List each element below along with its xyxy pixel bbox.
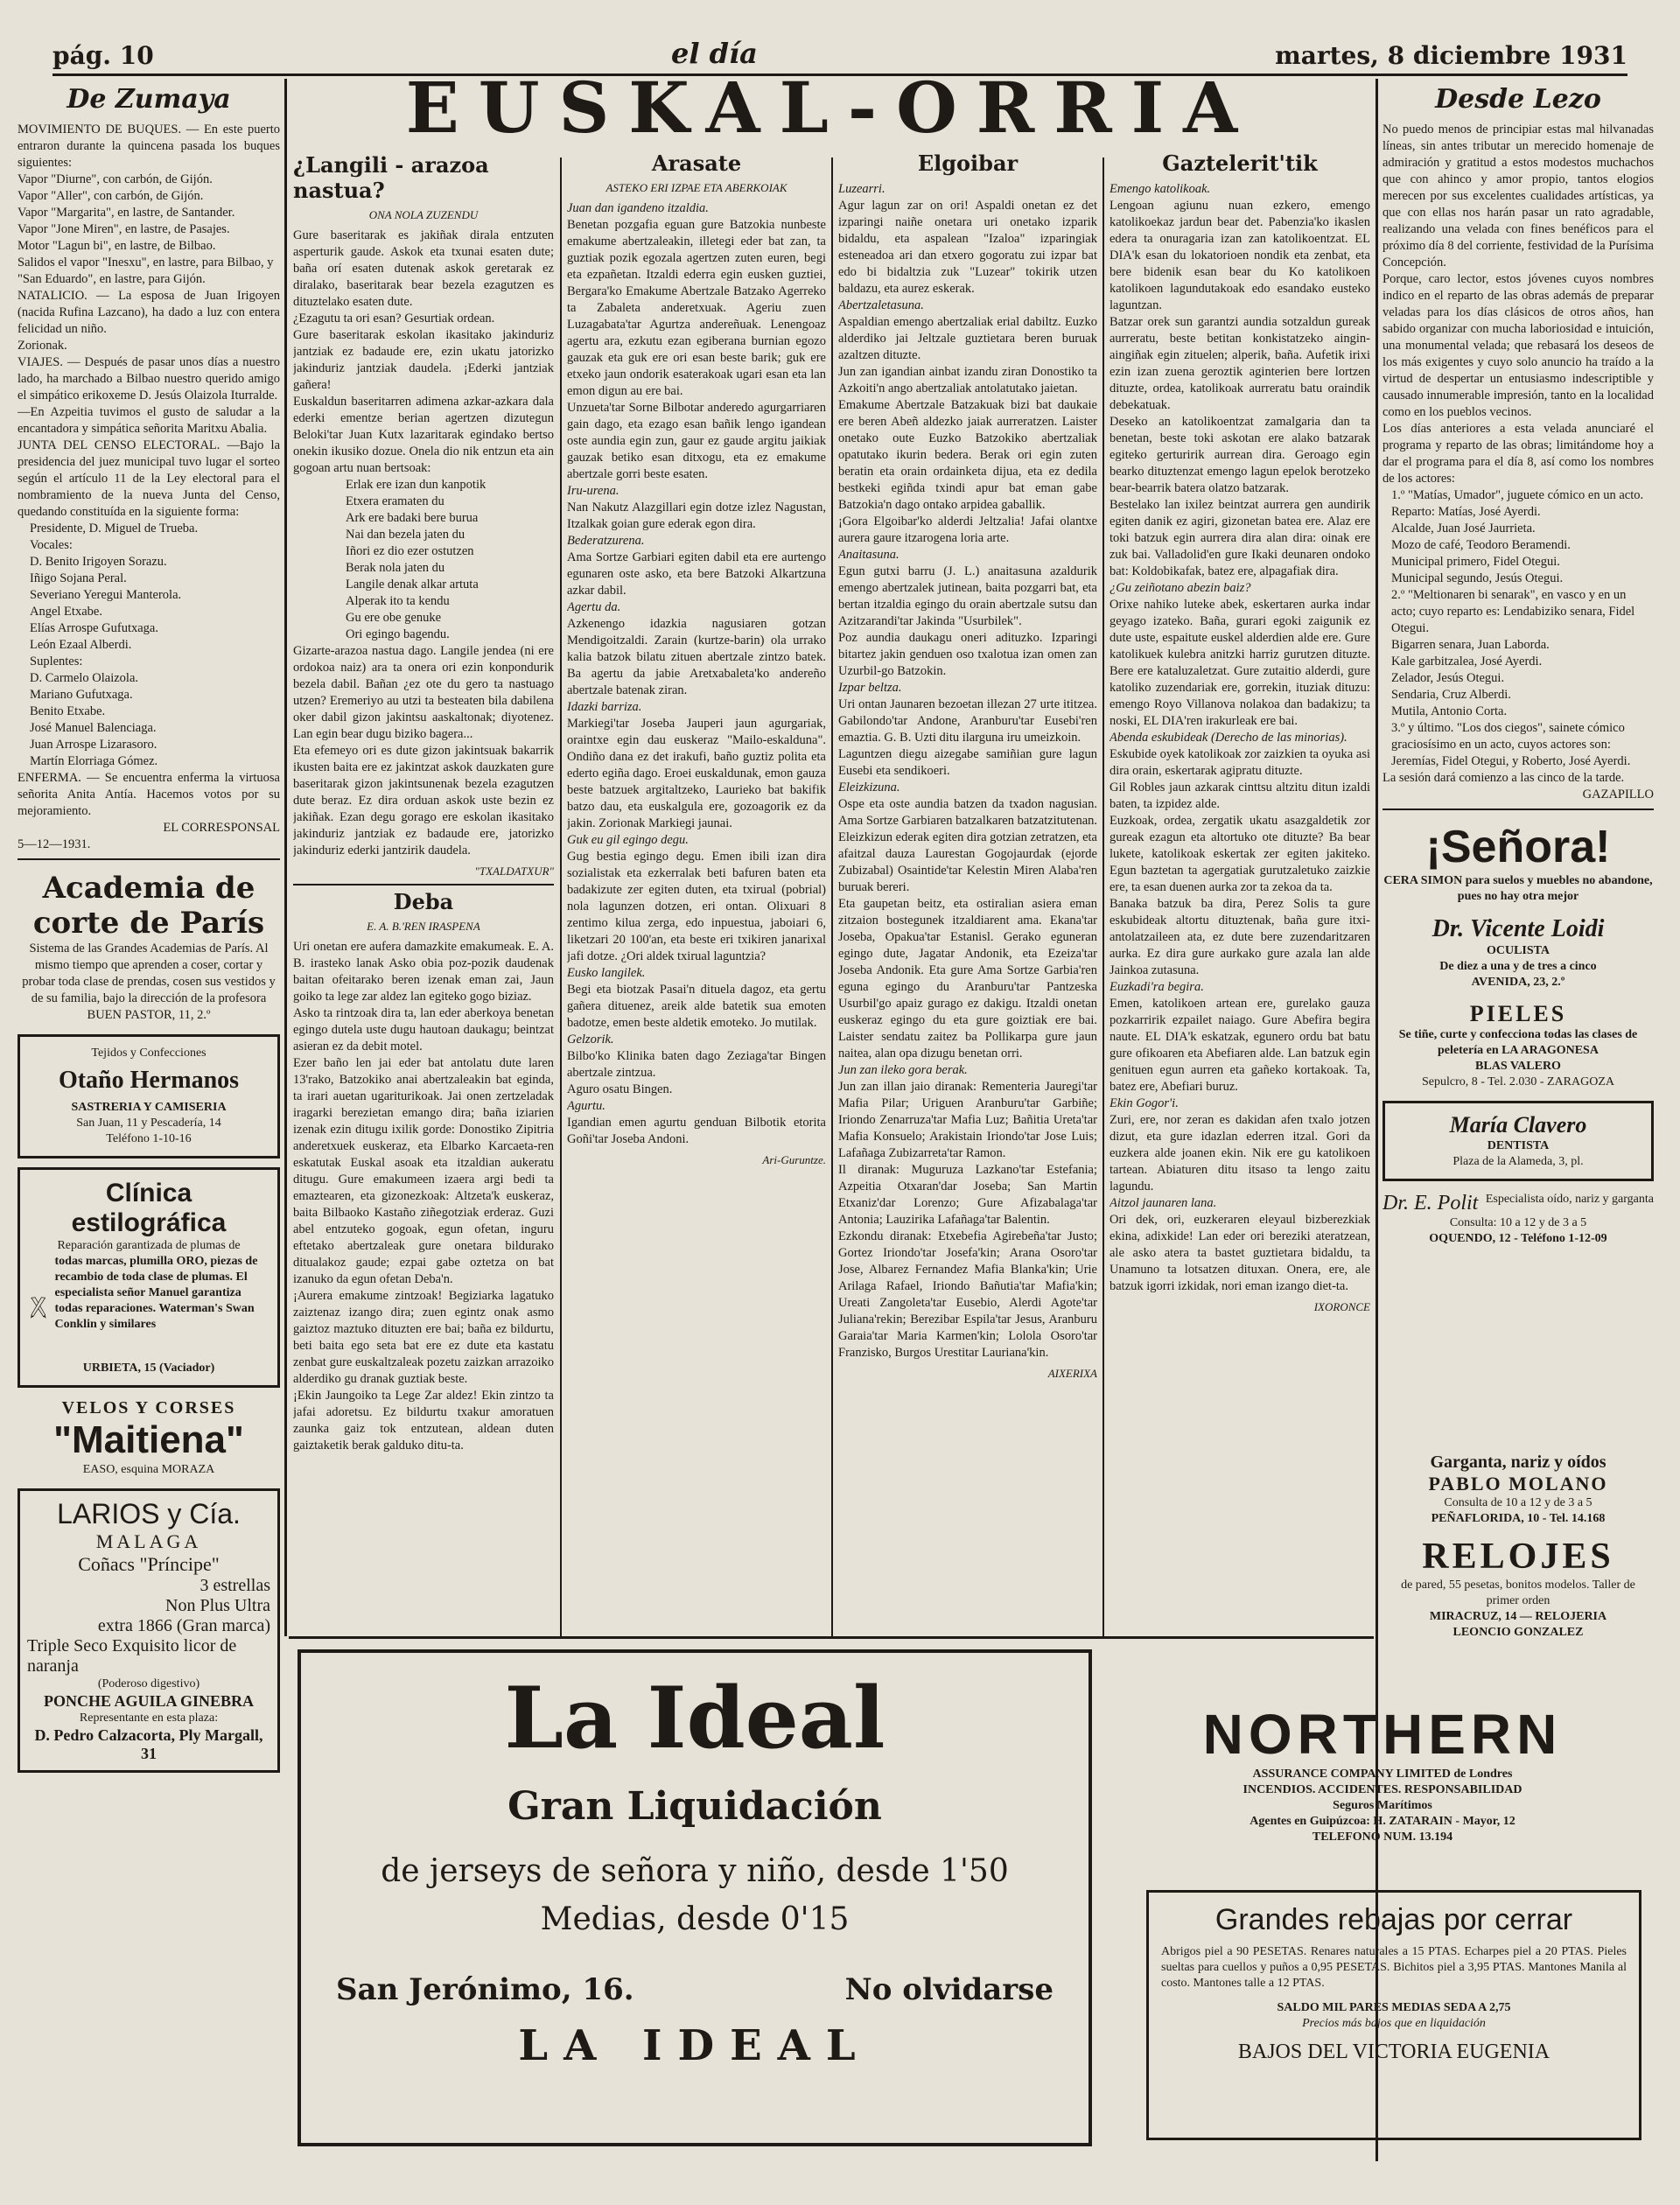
verse-line: Gu ere obe genuke [346,611,442,625]
article-paragraph: Deseko an katolikoentzat zamalgaria dan ta benetan, beste toki askotan ere alako batzarak egiteko gerturirik aurrean dira. Geroago egin bearko dituztenzat emengo lagun epelok berotzeko bear-bearrik batera olatzo batzarak. [1110,415,1370,495]
clinica-text: todas marcas, plumilla ORO, piezas de recambio de toda clase de plumas. El especialista señor Manuel garantiza todas reparaciones. Waterman's Swan Conklin y similares [54,1255,258,1331]
article-subhead: Emengo katolikoak. [1110,182,1211,196]
northern-name: NORTHERN [1202,1703,1563,1766]
program-item: Sendaria, Cruz Alberdi. [1391,688,1511,702]
article-subhead: Juan dan igandeno itzaldia. [567,201,709,215]
molano-ad [1387,1452,1649,1527]
article-signature: Ari-Guruntze. [762,1153,826,1166]
program-item: Municipal segundo, Jesús Otegui. [1391,571,1564,585]
northern-line: TELEFONO NUM. 13.194 [1312,1830,1453,1844]
molano-hours: Consulta de 10 a 12 y de 3 a 5 [1444,1496,1592,1509]
board-member: Suplentes: [30,654,83,668]
northern-line: INCENDIOS. ACCIDENTES. RESPONSABILIDAD [1242,1783,1522,1796]
article-paragraph: Uri ontan Jaunaren bezoetan illezan 27 urte ititzea. Gabilondo'tar Andone, Aranburu'tar Eusebi'ren emaztia. G. B. Uzti ditu ilarguna iru umeizkoin. [838,697,1097,745]
program-item: Mozo de café, Teodoro Beramendi. [1391,538,1571,552]
lezo-paragraph: No puedo menos de principiar estas mal hilvanadas líneas, sin antes tributar un merecido homenaje de admiración y gratitud a estos modestos muchachos que con ahinco y amor propio, tantos elogios merecen por sus excelentes cualidades artísticas, ya que con ellas nos harán pasar un rato agradable, realizando una velada con fines benéficos para el próximo día 8 del corriente, festividad de la Purísima Concepción. [1382,122,1654,270]
article-paragraph: Gil Robles jaun azkarak cinttsu altzitu ditun izaldi baten, ta izpidez alde. [1110,780,1370,811]
relojes-ad [1387,1536,1649,1641]
ship-item: Salidos el vapor "Inesxu", en lastre, para Bilbao, y "San Eduardo", en lastre, para Gijón. [18,256,274,286]
article-subhead: Agertu da. [567,600,621,614]
deba-paragraph: Uri onetan ere aufera damazkite emakumeak. E. A. B. irasteko lanak Asko obia poz-pozik daudenak baitan ofeitarako beren izenak eman zai, Jaun goiko ta lege zar aldez lan egiteko gogo biziaz. [293,940,554,1004]
la-ideal-footer: LA IDEAL [518,2021,872,2070]
academia-title: Academia de corte de París [32,871,265,941]
article-paragraph: Gizarte-arazoa nastua dago. Langile jendea (ni ere ordokoa naiz) ara ta onera ori ezin konpondurik bezela dabil. Bañan ¿ez ote du gero ta nastuago utzen? Eremeriyo au utzi ta besteaten bila dabilena oker dabil gizon jakintsu aaskaltonak; diyotenez. Lan egin bear dugu biziko bagera... [293,644,554,741]
polit-name: Dr. E. Polit [1382,1192,1479,1214]
article-langili [293,149,554,1610]
article-subhead: Eusko langilek. [567,966,646,980]
issue-date: martes, 8 diciembre 1931 [1275,41,1628,70]
column-rule [284,79,287,1636]
zumaya-title: De Zumaya [66,84,231,115]
article-paragraph: Azkenengo idazkia nagusiaren gotzan Mendigoitzaldi. Zarain (kurtze-barin) ola urrako kalia batzok bilatu zituen abertzale zintzo batek. Ba agertu da jabie Aretxabaleta'ko andereño abertzale batenak ziran. [567,617,826,697]
la-ideal-headline: Gran Liquidación [508,1784,882,1829]
euskal-orria-masthead: EUSKAL-ORRIA [405,66,1257,149]
molano-name: PABLO MOLANO [1428,1473,1608,1494]
fountain-pens-icon [29,1259,48,1355]
clavero-address: Plaza de la Alameda, 3, pl. [1452,1155,1584,1168]
program-item: Bigarren senara, Juan Laborda. [1391,638,1550,652]
article-subhead: Jun zan ileko gora berak. [838,1063,968,1077]
article-paragraph: Bilbo'ko Klinika baten dago Zeziaga'tar Bingen abertzale zintzua. [567,1049,826,1080]
rebajas-title: Grandes rebajas por cerrar [1214,1903,1573,1936]
maitiena-ad [18,1398,280,1478]
pieles-ad [1382,1001,1654,1090]
clinica-ad [18,1167,280,1388]
la-ideal-ad [298,1649,1092,2146]
zumaya-paragraph: Zorionak. [18,339,67,353]
program-item: 3.º y último. "Los dos ciegos", sainete cómico graciosísimo en un acto, cuyos actores son: Jeremías, Fidel Otegui, y Roberto, José Ayerdi. [1391,721,1631,768]
article-paragraph: Eta gaupetan beitz, eta ostiralian asiera eman zitzaion bostegunek itzaldiarent ama. Ekana'tar Joseba, Opakua'tar Estanisl. Gerako eguneran egingo dute, Jagatar Andonik, eta Ezeiza'tar Joseba Andonik. Eta gure Ama Sortze Garbia'ren eguna egingo du Aranburu'tar Pantzeska Usurbil'go apaiz gurago ez dakigu. Itzaldi onetan euskeraz egingo du eta gure goiztiak ere bai. Laister sendatu zaitez ba Pollikarpa gure jaun naitea, alan opa dizugu benetan orri. [838,897,1097,1060]
article-paragraph: Begi eta biotzak Pasai'n dituela dagoz, eta gertu gañera dituenez, areik alde batetik sua emoten badotze, emen beste aldetik emoteko. Jo mutilak. [567,983,826,1030]
zumaya-paragraph: —En Azpeitia tuvimos el gusto de saludar a la encantadora y simpática señorita Maritxu Abalia. [18,405,280,436]
loidi-specialty: OCULISTA [1486,944,1550,957]
article-paragraph: Benetan pozgafia eguan gure Batzokia nunbeste emakume abertzaleakin, illetegi eder bat zan, ta guztiak pozik egozala agertzen zuten euren, begi eta ezpañetan. Itzaldi ederra egin eusken guztiei, Bergara'ko Emakume Abertzale Batzako Agerreko ta Zabaleta anderetxuak. Ageriu zuen Luzagabata'tar Agurtza andereñuak. Lenengoaz agertu ara, ezkutu ezan egiberana burnian egozo gauzak eta guk ere ori esan beste barik; guk ere etxeko jaun ondorik esaterakoak ugari esan eta lan emon digun au ere bai. [567,218,826,398]
article-subhead: ¿Gu zeiñotano abezin baiz? [1110,581,1251,595]
program-item: 1.º "Matías, Umador", juguete cómico en un acto. Reparto: Matías, José Ayerdi. [1391,488,1644,519]
larios-name: LARIOS y Cía. [57,1498,241,1530]
rebajas-line: Precios más bajos que en liquidación [1302,2017,1486,2030]
pieles-address: Sepulcro, 8 - Tel. 2.030 - ZARAGOZA [1421,1075,1614,1088]
article-elgoibar [838,147,1097,1626]
dateline: 5—12—1931. [18,837,91,851]
verse-line: Nai dan bezela jaten du [346,528,466,542]
clinica-subtitle: Reparación garantizada de plumas de [57,1239,241,1252]
relojes-text: de pared, 55 pesetas, bonitos modelos. Taller de primer orden [1401,1578,1635,1607]
article-paragraph: Euskaldun baseritarren adimena azkar-azkara dala ederki ementze berian agertzen dizutegun Beloki'tar Juan Kutx lazaritarak egindako bertso onekin ikusiko dozue. Onela dio nik entzun eta ain gogoan artu nuan bertsoak: [293,395,554,475]
article-subhead: Abertzaletasuna. [838,298,924,312]
otano-category: Tejidos y Confecciones [91,1046,206,1060]
article-paragraph: ¡Gora Elgoibar'ko alderdi Jeltzalia! Jafai olantxe aurera gaure itzarogena loria arte. [838,514,1097,545]
molano-category: Garganta, nariz y oídos [1430,1452,1606,1472]
article-subhead: Guk eu gil egingo degu. [567,833,689,847]
article-paragraph: Eta efemeyo ori es dute gizon jakintsuak bakarrik ikusten baita ere ez jakintzat askok dauzkaten gure baseritarak gizon jakintsunenak bezela ezagutzen dute beraz. Ez dira orduan askok uste bezin ez jakiñak. Ezan degu gorago ere eskolan ikasitako jakinduriz jantziak ez badaude ere, jatorizko jakinduriz ederki jantzirik daudela. [293,744,554,858]
relojes-address: MIRACRUZ, 14 — RELOJERIA [1429,1610,1607,1623]
loidi-name: Dr. Vicente Loidi [1432,915,1605,942]
section-rule [289,1636,1374,1639]
lezo-title: Desde Lezo [1435,84,1601,115]
lezo-signature: GAZAPILLO [1582,788,1654,802]
ship-item: Vapor "Margarita", en lastre, de Santander. [18,206,235,220]
article-gaztelerit [1110,147,1370,1626]
northern-ad [1120,1702,1645,1845]
article-paragraph: Emen, katolikoen artean ere, gurelako gauza pozkarririk ezpailet naiago. Gure Abefira begira naute. EL DIA'k eskatzak, egunero ordu bat batu gure ofikoaren eta Abefiaren alde. Lan batzuk egin genituen egun aurren eta gañeko kortakoak. Ta, batez ere, Abefiari buruz. [1110,997,1370,1094]
northern-line: Seguros Marítimos [1333,1799,1432,1812]
polit-address: OQUENDO, 12 - Teléfono 1-12-09 [1429,1232,1607,1245]
ship-item: Vapor "Jone Miren", en lastre, de Pasajes. [18,222,230,236]
program-item: Kale garbitzalea, José Ayerdi. [1391,654,1543,668]
article-paragraph: Ori dek, ori, euzkeraren eleyaul bizberezkiak ekina, adixkide! Lan eder ori bereziki ateratzean, ale asko atera ta bastet guztietara bidaldu, ta Unamuno ta lotsatzen dituxan. Onera, ere, ale batzuk igorri izkidak, nori eman izango diet-ta. [1110,1213,1370,1293]
article-subhead: Eleizkizuna. [838,780,900,794]
article-subhead: Aitzol jaunaren lana. [1110,1196,1217,1210]
article-paragraph: Aguro osatu Bingen. [567,1082,673,1096]
article-paragraph: ¿Ezagutu ta ori esan? Gesurtiak ordean. [293,312,495,326]
article-title: Gaztelerit'tik [1162,150,1318,176]
verse-line: Ark ere badaki bere burua [346,511,479,525]
program-item: Zelador, Jesús Otegui. [1391,671,1505,685]
article-paragraph: Orixe nahiko luteke abek, eskertaren aurka indar geyago izateko. Baña, gurari egoki zaigunik ez dute uste, espaitute euskel alderdien alde ere. Gure katolikuek kulebra anitzki harriz gurutzen dituzte. Bere ere kataluzaletzat. Gure zutaitio alderdi, gure katoliko zuzendariak ere, gorrekin, ituziak dituzu: emengo Royo Villanova nolakoa dan badakizu; ta noski, EL DIA'ren irakurleak ere bai. [1110,598,1370,728]
article-signature: IXORONCE [1313,1300,1370,1313]
article-paragraph: Agur lagun zar on ori! Aspaldi onetan ez det izparingi naiñe onetara uri onetako izparik bidaldu, eta aspalean "Izaloa" izparingiak esteneadoa ari dan etxero gogoratu zui izpar bat edo bi bidaltzia zuk "Luzear" tokirik utzen baldazu, eta aurez eskerak. [838,199,1097,296]
relojes-title: RELOJES [1422,1536,1614,1577]
board-member: Iñigo Sojana Peral. [30,571,127,585]
board-member: José Manuel Balenciaga. [30,721,157,735]
verse-line: Iñori ez dio ezer ostutzen [346,544,474,558]
board-member: Mariano Gufutxaga. [30,688,133,702]
article-paragraph: Gug bestia egingo degu. Emen ibili izan dira sozialistak eta ezkerralak beti bafuren baten eta badakizute zer egiten duten, eta txirual (pobrial) nola lagunzen dotzen, eri ontan. Olixuari 8 zentimo kilua zerga, edo inpuestua, jaboiari 6, liketzari 20 100'an, eta beste eri txikiren janarixal jafi dotze. ¿Ori aldek txirual laguntzia? [567,850,826,963]
clavero-name: María Clavero [1449,1112,1587,1138]
larios-line: PONCHE AGUILA GINEBRA [43,1692,255,1710]
article-paragraph: Laguntzen diegu aizegabe samiñian gure lagun Eusebi eta sendikoeri. [838,747,1097,778]
verse-line: Alperak ito ta kendu [346,594,450,608]
program-item: Mutila, Antonio Corta. [1391,704,1508,718]
rebajas-ad [1146,1890,1642,2140]
verse-line: Berak nola jaten du [346,561,445,575]
article-paragraph: Egun gutxi barru (J. L.) anaitasuna azaldurik emengo abertzalek jutinean, baita pozgarri bat, eta bertan itzaldia egingo du orain abertzale sutsu dan Azitzarandi'tar Jakinda "Usurbilek". [838,564,1097,628]
article-arasate [567,147,826,1626]
article-paragraph: Il diranak: Muguruza Lazkano'tar Estefania; Azpeitia Otxaran'dar Joseba; San Martin Etxaniz'dar Lorenzo; Gure Afizabalaga'tar Antonia; Lauzirika Lafañaga'tar Balentin. [838,1163,1097,1227]
zumaya-paragraph: VIAJES. — Después de pasar unos días a nuestro lado, ha marchado a Bilbao nuestro querido amigo el simpático erikoxeme D. Jesús Olaizola Iturralde. [18,355,280,402]
board-member: Martín Elorriaga Gómez. [30,754,158,768]
article-paragraph: Aspaldian emengo abertzaliak erial dabiltz. Euzko alderdiko jai Jeltzale guztietara beren buruak azaltzen dituzte. [838,315,1097,362]
article-subhead: Agurtu. [567,1099,606,1113]
polit-hours: Consulta: 10 a 12 y de 3 a 5 [1449,1216,1587,1229]
article-paragraph: Jun zan igandian ainbat izandu ziran Donostiko ta Azkoiti'n ango abertzaliak antolatutako jaietan. [838,365,1097,396]
article-kicker: ONA NOLA ZUZENDU [368,208,479,221]
clavero-specialty: DENTISTA [1487,1139,1550,1152]
otano-phone: Teléfono 1-10-16 [106,1132,192,1145]
page-number: pág. 10 [52,41,154,70]
article-subhead: Gelzorik. [567,1032,614,1046]
article-paragraph: Poz aundia daukagu oneri adituzko. Izparingi bitartez jakin genduen oso txalotua izan omen zan Uzurbil-go Batzokin. [838,631,1097,678]
deba-paragraph: ¡Aurera emakume zintzoak! Begiziarka lagatuko zaiztenaz izango dira; zuen egintz onak asmo gaiztoz maztuko dituzten ere bai; baña ez bildurtu, beti baita ego seta bat ere ez dute eta kastatu zenbat gure euskaltzaleak pozetu zaizkan arrazoiko alderdiko gu dranak guztiak beste. [293,1289,554,1386]
article-paragraph: Banaka batzuk ba dira, Perez Solis ta gure eskubideak altortu dituztenak, baña gure itxi-antolatzaileen ata, ez dute bere zuzendaritzaren aurka. Ez dira gure aurkako gure azala lan alde Jainkoa zutasuna. [1110,897,1370,977]
academia-text: Sistema de las Grandes Academias de París. Al mismo tiempo que aprenden a coser, cortar y probar toda clase de prendas, cosen sus vestidos y de su familia, bajo la dirección de la profesora [22,942,276,1005]
pieles-title: PIELES [1469,1001,1567,1026]
maitiena-name: "Maitiena" [53,1418,244,1461]
board-member: Vocales: [30,538,73,552]
article-kicker: ASTEKO ERI IZPAE ETA ABERKOIAK [606,181,788,194]
maitiena-category: VELOS Y CORSES [61,1398,236,1418]
larios-line: D. Pedro Calzacorta, Ply Margall, 31 [34,1726,263,1762]
article-subhead: Euzkadi'ra begira. [1110,980,1204,994]
la-ideal-jerseys: de jerseys de señora y niño, desde 1'50 [381,1853,1009,1889]
verse-line: Erlak ere izan dun kanpotik [346,478,486,492]
polit-specialty: Especialista oído, nariz y garganta [1485,1193,1654,1206]
larios-line: Coñacs "Príncipe" [78,1553,220,1575]
article-paragraph: Igandian emen agurtu genduan Bilbotik etorita Goñi'tar Joseba Andoni. [567,1116,826,1146]
deba-paragraph: ¡Ekin Jaungoiko ta Lege Zar aldez! Ekin zintzo ta jafai adoretsu. Ez bildurtu txakur amoratuen zaunka gaiz tok entzutean, aldean duten gaiztaketik berak galduko ditu-ta. [293,1389,554,1452]
article-paragraph: Gure baseritarak eskolan ikasitako jakinduriz jantziak ez badaude ere, ezin ukatu jatorizko jakinduriz jantziak daudela. ¡Ederki jantziak gañera! [293,328,554,392]
larios-ad [18,1488,280,1773]
rebajas-address: BAJOS DEL VICTORIA EUGENIA [1237,2040,1550,2063]
la-ideal-slogan: No olvidarse [844,1972,1054,2007]
verse [293,477,554,643]
otano-services: SASTRERIA Y CAMISERIA [71,1101,227,1114]
article-subhead: Iru-urena. [567,484,620,498]
article-title: ¿Langili - arazoa nastua? [293,152,489,203]
article-title: Elgoibar [917,150,1018,176]
larios-line: 3 estrellas [200,1576,270,1595]
article-signature: "TXALDATXUR" [474,864,554,878]
article-paragraph: Emakume Abertzale Batzakuak bizi bat daukaie ere beren Abeñ aldezko jaiak aurreratzen. Laister onetako oute Euzko Batzokiko abertzaliak opatutako ikurin bedera. Berak ori egin zuten beratin eta orain ordainketa dijua, eta ez dedila bestkeki egiñda txindi apur bat eman gabe Batzokia'n dago ontako arpidea gaballik. [838,398,1097,512]
loidi-address: AVENIDA, 23, 2.º [1471,976,1565,989]
molano-address: PEÑAFLORIDA, 10 - Tel. 14.168 [1431,1512,1606,1525]
zumaya-paragraph: NATALICIO. — La esposa de Juan Irigoyen (nacida Rufina Lazcano), ha dado a luz con entera felicidad un niño. [18,289,280,336]
deba-kicker: E. A. B.'REN IRASPENA [367,920,480,933]
lezo-paragraph: La sesión dará comienzo a las cinco de la tarde. [1382,771,1625,785]
verse-line: Ori egingo bagendu. [346,627,450,641]
clinica-title: Clínica estilográfica [71,1179,227,1237]
article-subhead: Izpar beltza. [838,681,902,695]
board-member: Elías Arrospe Gufutxaga. [30,621,158,635]
rebajas-text: Abrigos piel a 90 PESETAS. Renares naturales a 15 PTAS. Echarpes piel a 20 PTAS. Pieles sueltas para cuellos y puños a 0,95 PESETAS. Bichitos piel a 3,95 PTAS. Mantones Manila al costo. Mantones talle a 12 PTAS. [1161,1945,1627,1990]
zumaya-paragraph: JUNTA DEL CENSO ELECTORAL. —Bajo la presidencia del juez municipal tuvo lugar el sorteo según el artículo 11 de la Ley electoral para el nombramiento de la nueva Junta del Censo, quedando constituída en la siguiente forma: [18,438,280,519]
ship-item: Vapor "Aller", con carbón, de Gijón. [18,189,204,203]
la-ideal-medias: Medias, desde 0'15 [540,1901,850,1937]
ship-item: Motor "Lagun bi", en lastre, de Bilbao. [18,239,216,253]
academia-address: BUEN PASTOR, 11, 2.º [87,1008,211,1022]
correspondent-signature: EL CORRESPONSAL [163,821,280,835]
loidi-ad [1382,915,1654,990]
pieles-name: BLAS VALERO [1475,1060,1561,1073]
otano-address: San Juan, 11 y Pescadería, 14 [76,1116,221,1130]
board-member: León Ezaal Alberdi. [30,638,132,652]
larios-line: Non Plus Ultra [165,1596,270,1615]
relojes-name: LEONCIO GONZALEZ [1452,1626,1584,1639]
la-ideal-name: La Ideal [504,1669,886,1768]
larios-line: extra 1866 (Gran marca) [97,1616,270,1635]
article-paragraph: Zuri, ere, nor zeran es dakidan afen txalo jotzen dizut, eta gure idazlan ederren itzal. Gori da euzkera alde joanen ekin. Nik ere gu katolikoen tartean. Abiaturen ditu itsaso ta lengo zaitu lagundu. [1110,1113,1370,1194]
deba-paragraph: Asko ta rintzoak dira ta, lan eder aberkoya benetan egingo dutela uste dugu hautoan daukagu; beintzat asieran ez da debit motel. [293,1006,554,1054]
article-paragraph: Ospe eta oste aundia batzen da txadon nagusian. Ama Sortze Garbiaren batzalkaren batzatzitutenan. Eleizkizun ederak egiten dira gotzian zetratzen, eta afaitzal dauza Laurestan Gogojaurdak (ejorde Zubizabal) Osaintide'tar Kelestin Miren Alaba'ren buruak bereri. [838,797,1097,894]
senora-ad [1382,821,1654,905]
northern-line: ASSURANCE COMPANY LIMITED de Londres [1252,1768,1513,1781]
article-subhead: Abenda eskubideak (Derecho de las minorias). [1110,731,1348,745]
board-member: Severiano Yeregui Manterola. [30,588,182,602]
article-subhead: Idazki barriza. [567,700,642,714]
article-paragraph: Markiegi'tar Joseba Jauperi jaun agurgariak, oraintxe egin dau euskeraz "Mailo-eskalduna". Ondiño dana ez det irakufi, baño guztiz polita eta ederto egiña dago. Eroei euskaldunak, emon gauza beste batzuek argitaltzeko, Laurieko bat bakifik batzo dau, eta euskalgula ere, gozoagorik ez da jakin. Zorionak Markiegi jaunai. [567,717,826,830]
larios-city: MALAGA [95,1530,202,1552]
program-item: 2.º "Meltionaren bi senarak", en vasco y en un acto; cuyo reparto es: Lendabiziko senara, Fidel Otegui. [1391,588,1635,635]
article-paragraph: Nan Nakutz Alazgillari egin dotze izlez Nagustan, Itzalkak goian gure ederak egon dira. [567,500,826,531]
article-paragraph: Gure baseritarak es jakiñak dirala entzuten asperturik gaude. Askok eta txunai esaten dute; baña orí esaten dutenak askok geretarak ez diralako, baseritarak bear bezela ezagutzen es dituztelako esaten dute. [293,228,554,309]
left-column [18,79,280,2188]
pieles-text: Se tiñe, curte y confecciona todas las clases de peletería en LA ARAGONESA [1398,1028,1638,1057]
article-subhead: Luzearri. [838,182,886,196]
board-member: Juan Arrospe Lizarasoro. [30,738,158,752]
ship-item: Vapor "Diurne", con carbón, de Gijón. [18,172,213,186]
article-paragraph: Lengoan agiunu nuan ezkero, emengo katolikoekaz jardun bear det. Pabenzia'ko ikaslen edera ta onuragaria izan zan katolikoentzat. EL DIA'k esan du lokatorioen nondik eta zenbat, eta bere bidenik esan bear du Ko katolikoen katolikoen lagundutakoak edo esandako eusteko laguntzan. [1110,199,1370,312]
zumaya-paragraph: ENFERMA. — Se encuentra enferma la virtuosa señorita Anita Antía. Hacemos votos por su mejoramiento. [18,771,280,818]
board-member: Angel Etxabe. [30,605,102,619]
article-paragraph: Ezkondu diranak: Etxebefia Agirebeña'tar Justo; Gortez Iriondo'tar Josefa'kin; Arana Osoro'tar Jose, Albarez Fernandez Mafia Blanka'kin; Urie Arilaga Rafael, Iriondo Bañutia'tar Mafia'kin; Ureati Zangoleta'tar Eusebio, Alerdi Agote'tar Juliana'rekin; Berezibar Espila'tar Jesus, Aranburu Garaia'tar Maria Karmen'kin; Lolola Osoro'tar Franzisko, Burgos Urestitar Lauriana'kin. [838,1229,1097,1360]
column-rule [1376,79,1378,2161]
clinica-address: URBIETA, 15 (Vaciador) [82,1362,215,1375]
polit-ad [1382,1192,1654,1247]
loidi-hours: De diez a una y de tres a cinco [1439,960,1597,973]
larios-line: Representante en esta plaza: [79,1712,219,1725]
article-paragraph: Batzar orek sun garantzi aundia sotzaldun gureak aurreratu, beste betitan konkistatzeko aingin-aingiñak egin zituelen; alperik, baña. Aufetik irixi ezin izan zuena geroztik aginterien bere lortzen dituzte, ordea, katolikoak aurreratu batu oraindik debekatuak. [1110,315,1370,412]
article-subhead: Anaitasuna. [838,548,900,562]
lezo-paragraph: Porque, caro lector, estos jóvenes cuyos nombres indico en el reparto de las obras además de preparar veladas para los días clásicos de otros años, han sabido organizar con mucha laboriosidad e intuición, una monumental velada; que rebasará los deseos de los más exigentes y cuyo solo anuncio ha traído a la virtud de despertar un entusiasmo indescriptible y causado innumerable impresión, tanto en la localidad como en los pueblos vecinos. [1382,272,1654,419]
larios-line: Triple Seco Exquisito licor de naranja [27,1636,237,1676]
board-member: D. Benito Irigoyen Sorazu. [30,555,167,569]
program-item: Alcalde, Juan José Jaurrieta. [1391,522,1536,536]
maitiena-address: EASO, esquina MORAZA [82,1463,215,1476]
newspaper-name: el día [670,37,758,70]
larios-line: (Poderoso digestivo) [97,1677,200,1690]
article-signature: AIXERIXA [1047,1367,1097,1380]
academia-ad [18,871,280,1024]
board-member: Benito Etxabe. [30,704,106,718]
article-paragraph: Eskubide oyek katolikoak zor zaizkien ta oyuka asi dira orain, eskertarak agipratu dituzte. [1110,747,1370,778]
board-member: Presidente, D. Miguel de Trueba. [30,522,199,536]
article-paragraph: Ama Sortze Garbiari egiten dabil eta ere aurtengo egunaren oste asko, eta bere Batzoki Alkartzuna azkar dabil. [567,550,826,598]
senora-title: ¡Señora! [1425,822,1611,872]
senora-text: CERA SIMON para suelos y muebles no abandone, pues no hay otra mejor [1383,874,1653,903]
la-ideal-address: San Jerónimo, 16. [336,1972,634,2007]
article-paragraph: Euzkoak, ordea, zergatik ukatu asazgaldetik zor gureak ezagun eta altortuko ote dituzte? Ba bear lukete, katolikoak eskertak zer egiten jakiteko. Egun baztetan ta agergatiak gurutzaletuko zaizkie ere, ta esan duenen aurka zor ta zekoa da ta. [1110,814,1370,894]
article-subhead: Ekin Gogor'i. [1110,1096,1179,1110]
article-paragraph: Jun zan illan jaio diranak: Rementeria Jauregi'tar Mafia Pilar; Uriguen Aranburu'tar Garbiñe; Iriondo Zenarruza'tar Mafia Luz; Bañitia Ureta'tar Mafia Konsuelo; Arakistain Iriondo'tar Jose Luis; Lafañaga Zubizarreta'tar Ramon. [838,1080,1097,1160]
otano-name: Otaño Hermanos [58,1067,240,1094]
article-paragraph: Bestelako lan ixilez beintzat aurrera gen aundirik egiten danik ez agiri, gizonetan batea ere. Alaz ere toki batzuk egin aurrera dira alan dira: oinak ere zuk bai. Valladolid'en gure Ikaki deunaren ondoko bat: Koldobikafak, batez ere, alpagafiak dira. [1110,498,1370,578]
column-rule [1102,158,1104,1636]
rebajas-line: SALDO MIL PARES MEDIAS SEDA A 2,75 [1277,2001,1511,2014]
zumaya-paragraph: MOVIMIENTO DE BUQUES. — En este puerto entraron durante la quincena pasada los buques siguientes: [18,122,280,170]
article-paragraph: Unzueta'tar Sorne Bilbotar anderedo agurgarriaren gain dago, eta ezago esan bañik lengo igandean oste aundia egin zun, gaur ez gaude argitu jaikiak gauzak betiko esan ditxogu, eta ez emakume abertzale gorri beste esaten. [567,401,826,481]
column-rule [560,158,562,1636]
deba-title: Deba [393,889,454,914]
board-member: D. Carmelo Olaizola. [30,671,139,685]
northern-line: Agentes en Guipúzcoa: H. ZATARAIN - Mayor, 12 [1250,1815,1516,1828]
verse-line: Etxera eramaten du [346,494,444,508]
verse-line: Langile denak alkar artuta [346,578,479,592]
program-item: Municipal primero, Fidel Otegui. [1391,555,1560,569]
article-title: Arasate [651,150,742,176]
right-lower-ads [1387,1452,1649,1641]
clavero-ad [1382,1101,1654,1181]
deba-paragraph: Ezer baño len jai eder bat antolatu dute laren 13'rako, Batzokiko anai abertzaleakin bat eginda, ta irari auetan ugariturikoak. Jai onen zertzeladak iragarki berezietan emango dira; baña iziarien izenak ezin ditugu ixilik gorde: Donostiko Zipitria anderetxuek euskeraz, eta Elbarko Karcaeta-ren eskatutak Euskal asoak eta itzaldian aukeratu ditugu. Gure emakumeen izaera argi bedi ta emaztearen, eta gizonezkoak: Altzeta'k euskeraz, baita Bilbaoko Kastaño ziñegotziak erderaz. Guzi abel entzuteko gogoak, egun ofetan, inguru eftetako abertzaleak gure onetara bildurako ditualakoz gaude; ezpai gabe oztetza on bat izanuko da egun ofetan Deba'n. [293,1056,554,1286]
column-rule [831,158,833,1636]
otano-ad [18,1034,280,1158]
lezo-paragraph: Los días anteriores a esta velada anunciaré el programa y reparto de las obras; limitándome hoy a dar el programa para el día 8, así como los nombres de los actores: [1382,422,1654,486]
article-subhead: Bederatzurena. [567,534,645,548]
